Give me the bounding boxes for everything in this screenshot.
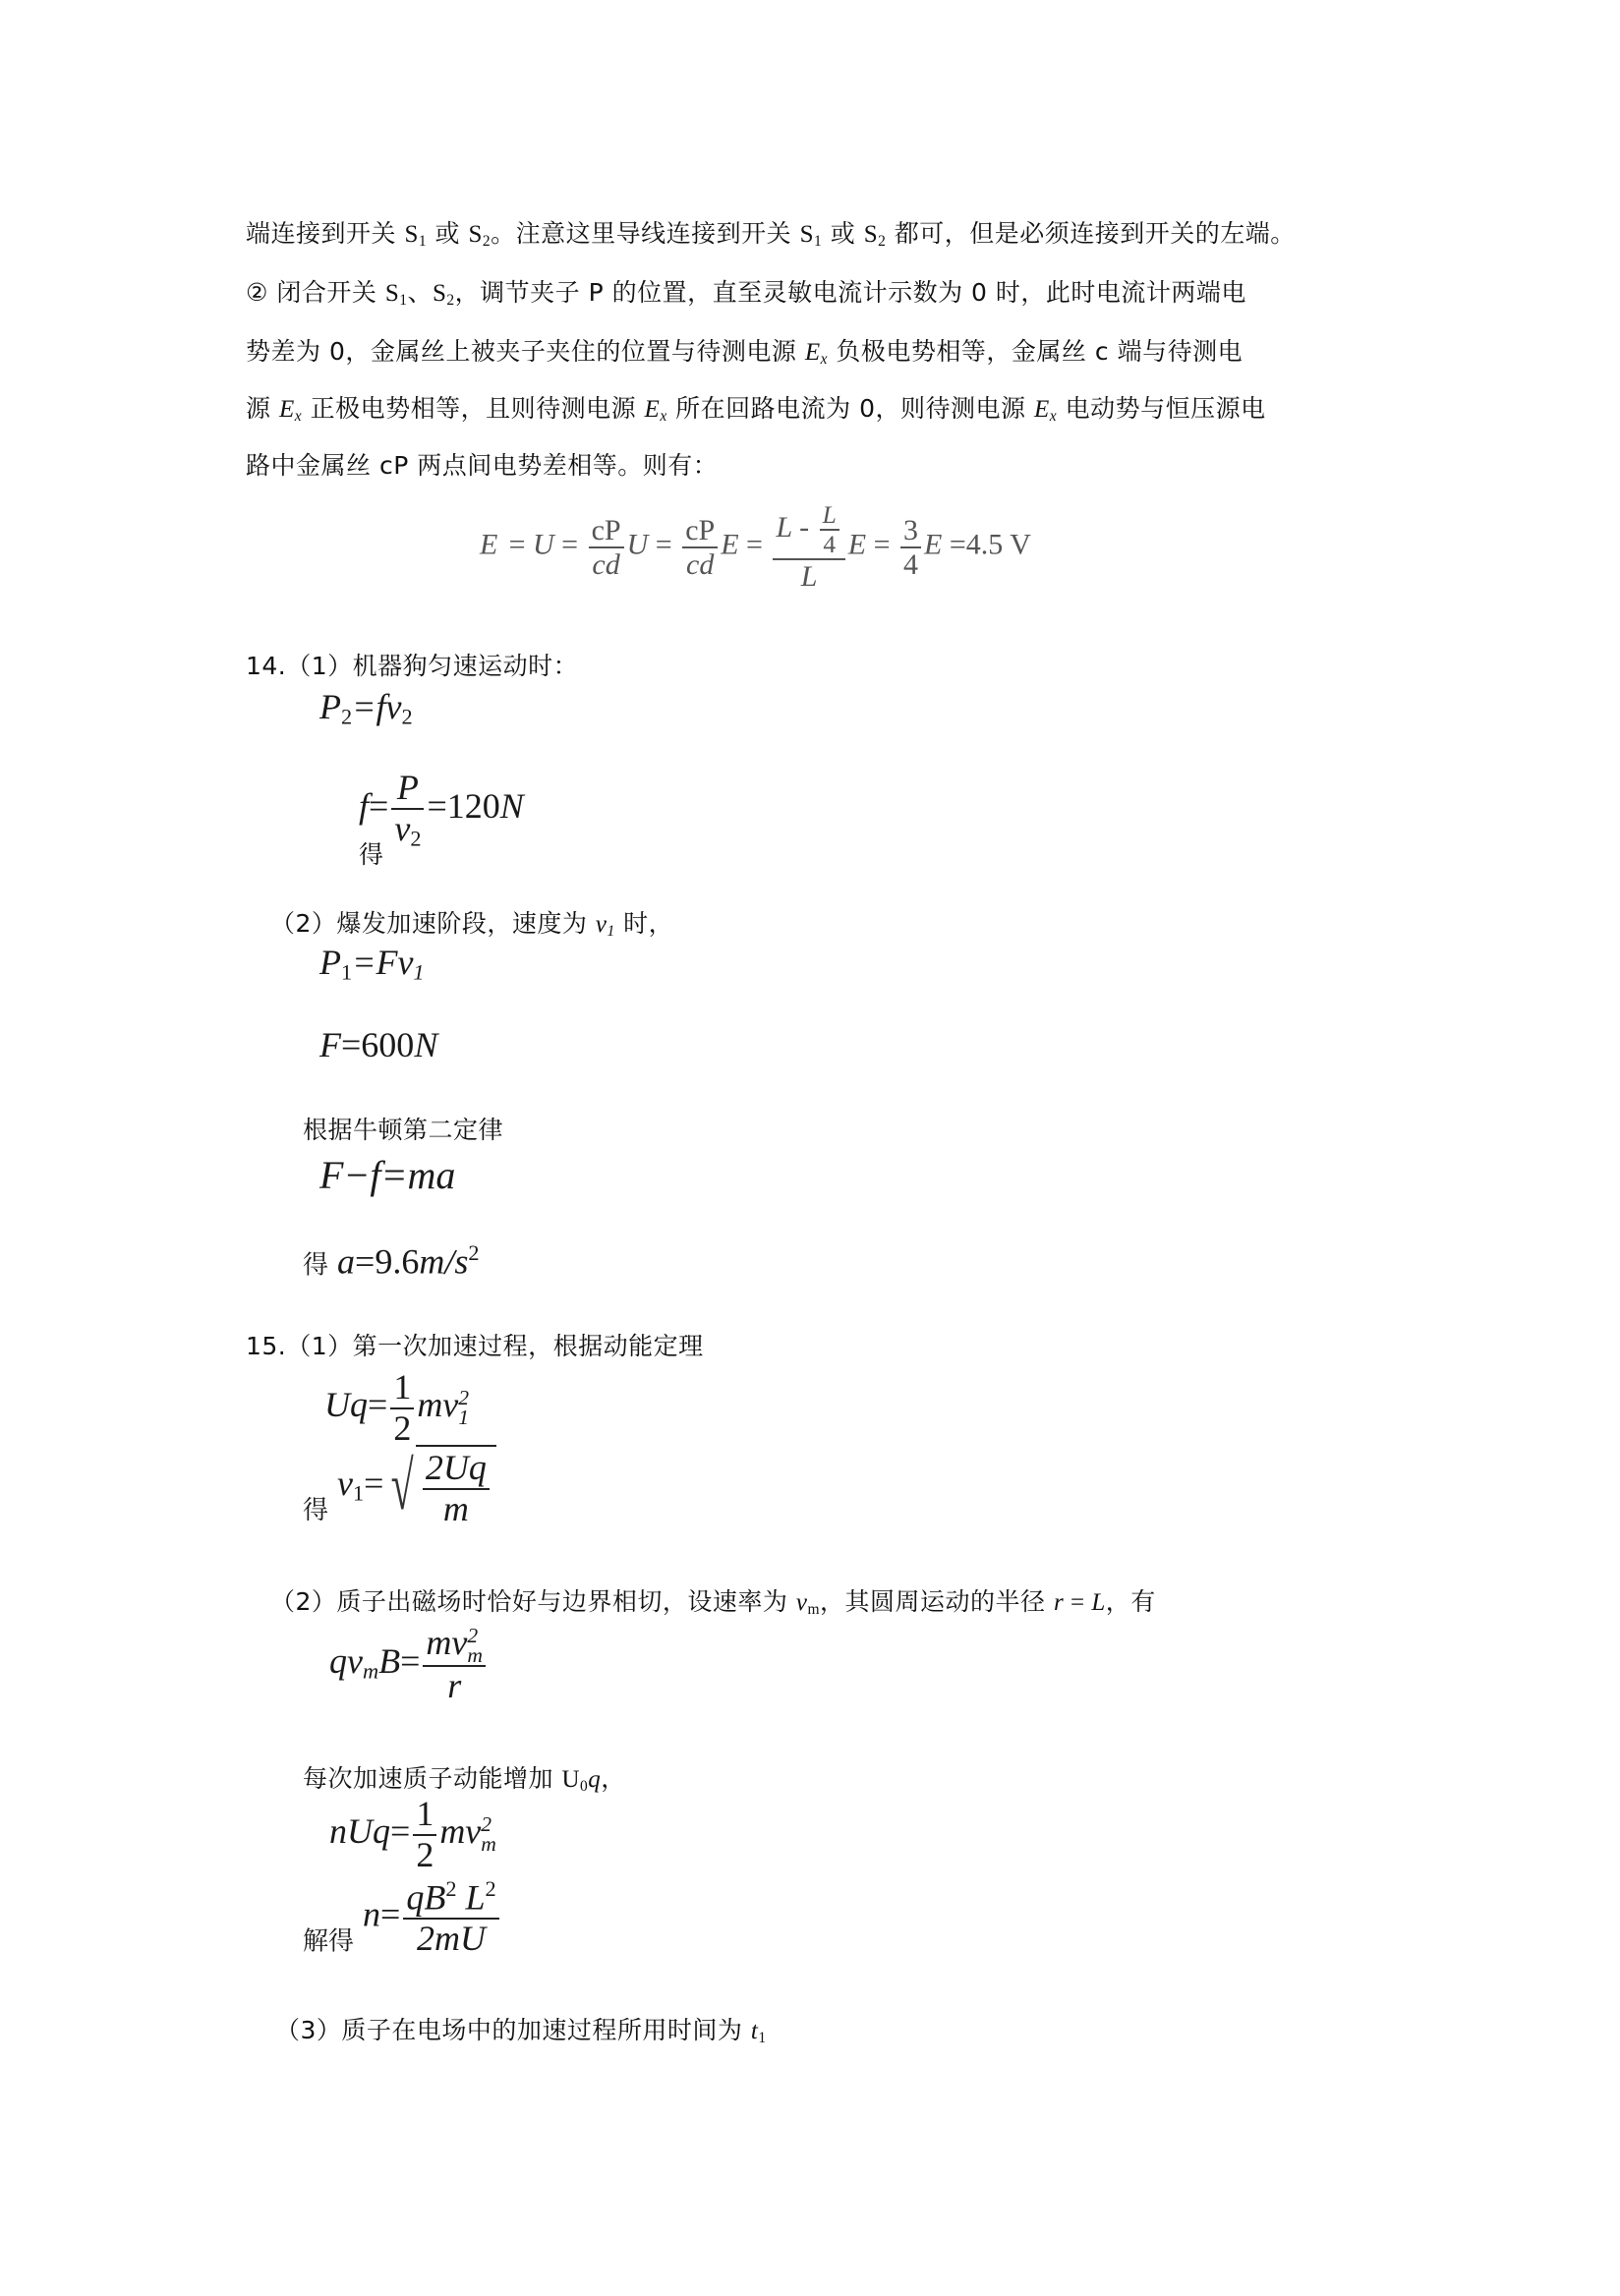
de-label: 得 [359,840,384,869]
fraction: L - $\frac{L}{4}$ L [773,501,844,593]
text-line: 端连接到开关 $S_1$ 或 $S_2$。注意这里导线连接到开关 $S_1$ 或 $S_2$ 都可，但是必须连接到开关的左端。 [246,219,1296,250]
text-line: 路中金属丝 cP 两点间电势差相等。则有： [246,451,719,480]
fraction: $\frac{qB^2 L^2}{2mU}$ [403,1877,498,1959]
text-line: 每次加速质子动能增加 $U_0q$， [303,1764,626,1795]
text-line: （2）质子出磁场时恰好与边界相切，设速率为 $v_m$，其圆周运动的半径 r = L，有 [270,1587,1156,1618]
equation: $qv_mB=$ mv 2 m r [329,1624,489,1706]
equation: $_得$ $v_1=$ √ $\frac{2Uq}{m}$ [303,1445,496,1528]
equation: f= $\frac{P}{v_2}$ =120N [359,768,524,851]
equation: $P_2=fv_2$ [319,687,413,729]
fraction: $\frac{1}{2}$ [413,1795,436,1874]
fraction: $\frac{3}{4}$ [900,514,921,581]
text-line: ② 闭合开关 $S_1$、$S_2$，调节夹子 P 的位置，直至灵敏电流计示数为 0 时，此时电流计两端电 [246,278,1246,309]
question-14-title: 14.（1）机器狗匀速运动时： [246,652,579,680]
fraction: $\frac{P}{v_2}$ [391,769,424,851]
fraction: $\frac{cP}{cd}$ [589,514,624,581]
equation: 得 $a=9.6m/s^2$ [303,1240,480,1282]
equation: Uq= $\frac{1}{2}$ mv 2 1 [324,1367,470,1448]
fraction: $\frac{cP}{cd}$ [682,514,718,581]
fraction: $\frac{1}{2}$ [390,1368,414,1448]
equation: F−f=ma [319,1153,456,1197]
equation: nUq= $\frac{1}{2}$ mv 2 m [329,1794,496,1874]
text-line: （2）爆发加速阶段，速度为 $v_1$ 时， [270,909,674,940]
equation: F=600N [319,1025,438,1064]
text-line: 根据牛顿第二定律 [303,1116,504,1144]
text-line: （3）质子在电场中的加速过程所用时间为 $t_1$ [275,2016,767,2046]
equation: $_{解得}$ n= $\frac{qB^2 L^2}{2mU}$ [303,1877,502,1959]
question-15-title: 15.（1）第一次加速过程，根据动能定理 [246,1332,704,1360]
fraction: mv 2 m r [423,1624,486,1706]
equation: $P_1=Fv_1$ [319,943,425,985]
square-root: √ $\frac{2Uq}{m}$ [383,1445,495,1528]
text-line: 源 $E_x$ 正极电势相等，且则待测电源 $E_x$ 所在回路电流为 0，则待测电源 $E_x$ 电动势与恒压源电 [246,394,1266,425]
text-line: 势差为 0，金属丝上被夹子夹住的位置与待测电源 $E_x$ 负极电势相等，金属丝 c 端与待测电 [246,337,1244,368]
equation-main: E = U = $\frac{cP}{cd}$ U = $\frac{cP}{cd}$ E = L - $\frac{L}{4}$ L E = $\frac{3}{4}$ E =4.5 V [480,500,1031,594]
